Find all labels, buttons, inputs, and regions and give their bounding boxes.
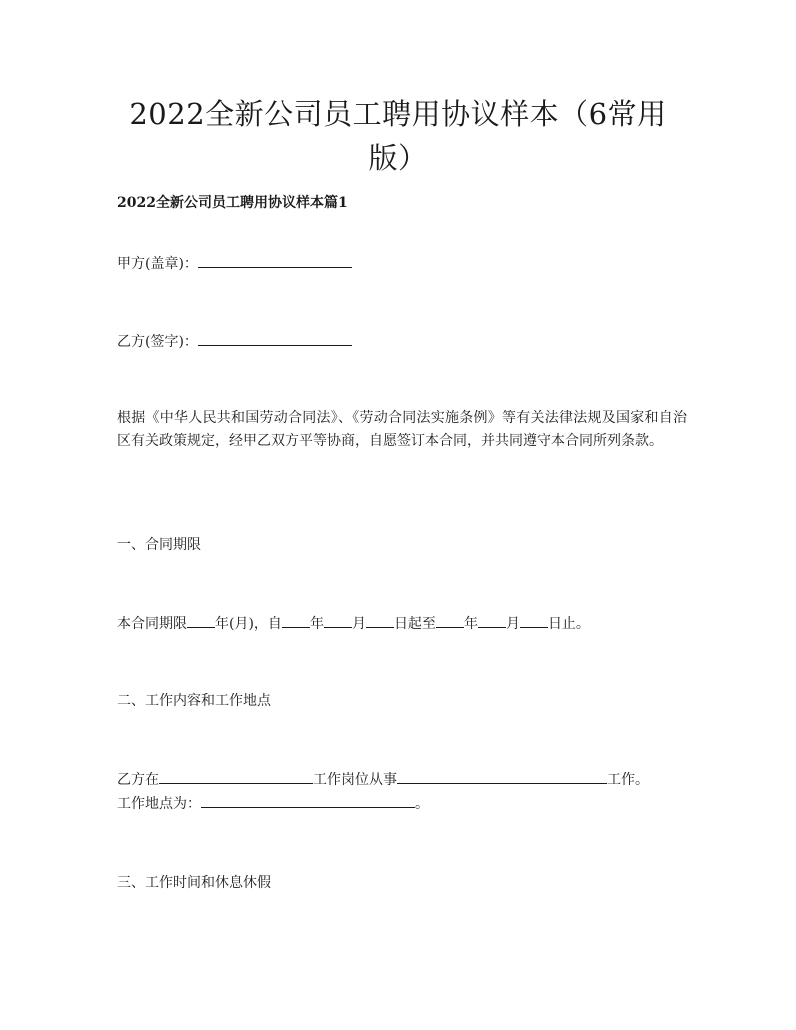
clause2-end: 工作。	[607, 772, 649, 788]
party-b-blank[interactable]	[198, 330, 352, 346]
end-day-blank[interactable]	[520, 612, 548, 628]
clause2-text-line1	[117, 768, 649, 791]
work-location-blank[interactable]	[201, 792, 415, 808]
clause1-part: 月	[505, 616, 520, 632]
clause1-part: 年	[309, 616, 324, 632]
clause2-heading: 二、工作内容和工作地点	[117, 693, 271, 709]
clause2-mid: 工作岗位从事	[313, 772, 397, 788]
party-b-label: 乙方(签字)：	[117, 334, 198, 350]
start-year-blank[interactable]	[282, 612, 310, 628]
clause2-text-line2	[117, 792, 429, 815]
term-length-blank[interactable]	[187, 612, 215, 628]
section-heading: 2022全新公司员工聘用协议样本篇1	[117, 195, 348, 211]
start-month-blank[interactable]	[324, 612, 352, 628]
position-blank[interactable]	[397, 768, 607, 784]
clause1-part: 年	[463, 616, 478, 632]
department-blank[interactable]	[159, 768, 313, 784]
clause3-heading: 三、工作时间和休息休假	[117, 875, 271, 891]
clause1-part: 月	[351, 616, 366, 632]
clause1-heading: 一、合同期限	[117, 537, 201, 553]
start-day-blank[interactable]	[366, 612, 394, 628]
clause2-location-end: 。	[415, 796, 429, 812]
clause1-prefix: 本合同期限	[117, 616, 187, 632]
end-month-blank[interactable]	[478, 612, 506, 628]
party-a-label: 甲方(盖章)：	[117, 256, 198, 272]
party-b-line	[117, 330, 352, 353]
clause1-text	[117, 612, 590, 635]
party-a-blank[interactable]	[198, 252, 352, 268]
clause1-part: 年(月)，自	[215, 616, 282, 632]
clause2-prefix: 乙方在	[117, 772, 159, 788]
clause1-part: 日起至	[393, 616, 436, 632]
party-a-line	[117, 252, 352, 275]
clause1-part: 日止。	[547, 616, 590, 632]
end-year-blank[interactable]	[436, 612, 464, 628]
work-location-label: 工作地点为：	[117, 796, 201, 812]
document-title: 2022全新公司员工聘用协议样本（6常用版）	[129, 97, 667, 175]
intro-paragraph: 根据《中华人民共和国劳动合同法》、《劳动合同法实施条例》等有关法律法规及国家和自治区有关政策规定，经甲乙双方平等协商，自愿签订本合同，并共同遵守本合同所列条款。	[117, 410, 687, 449]
